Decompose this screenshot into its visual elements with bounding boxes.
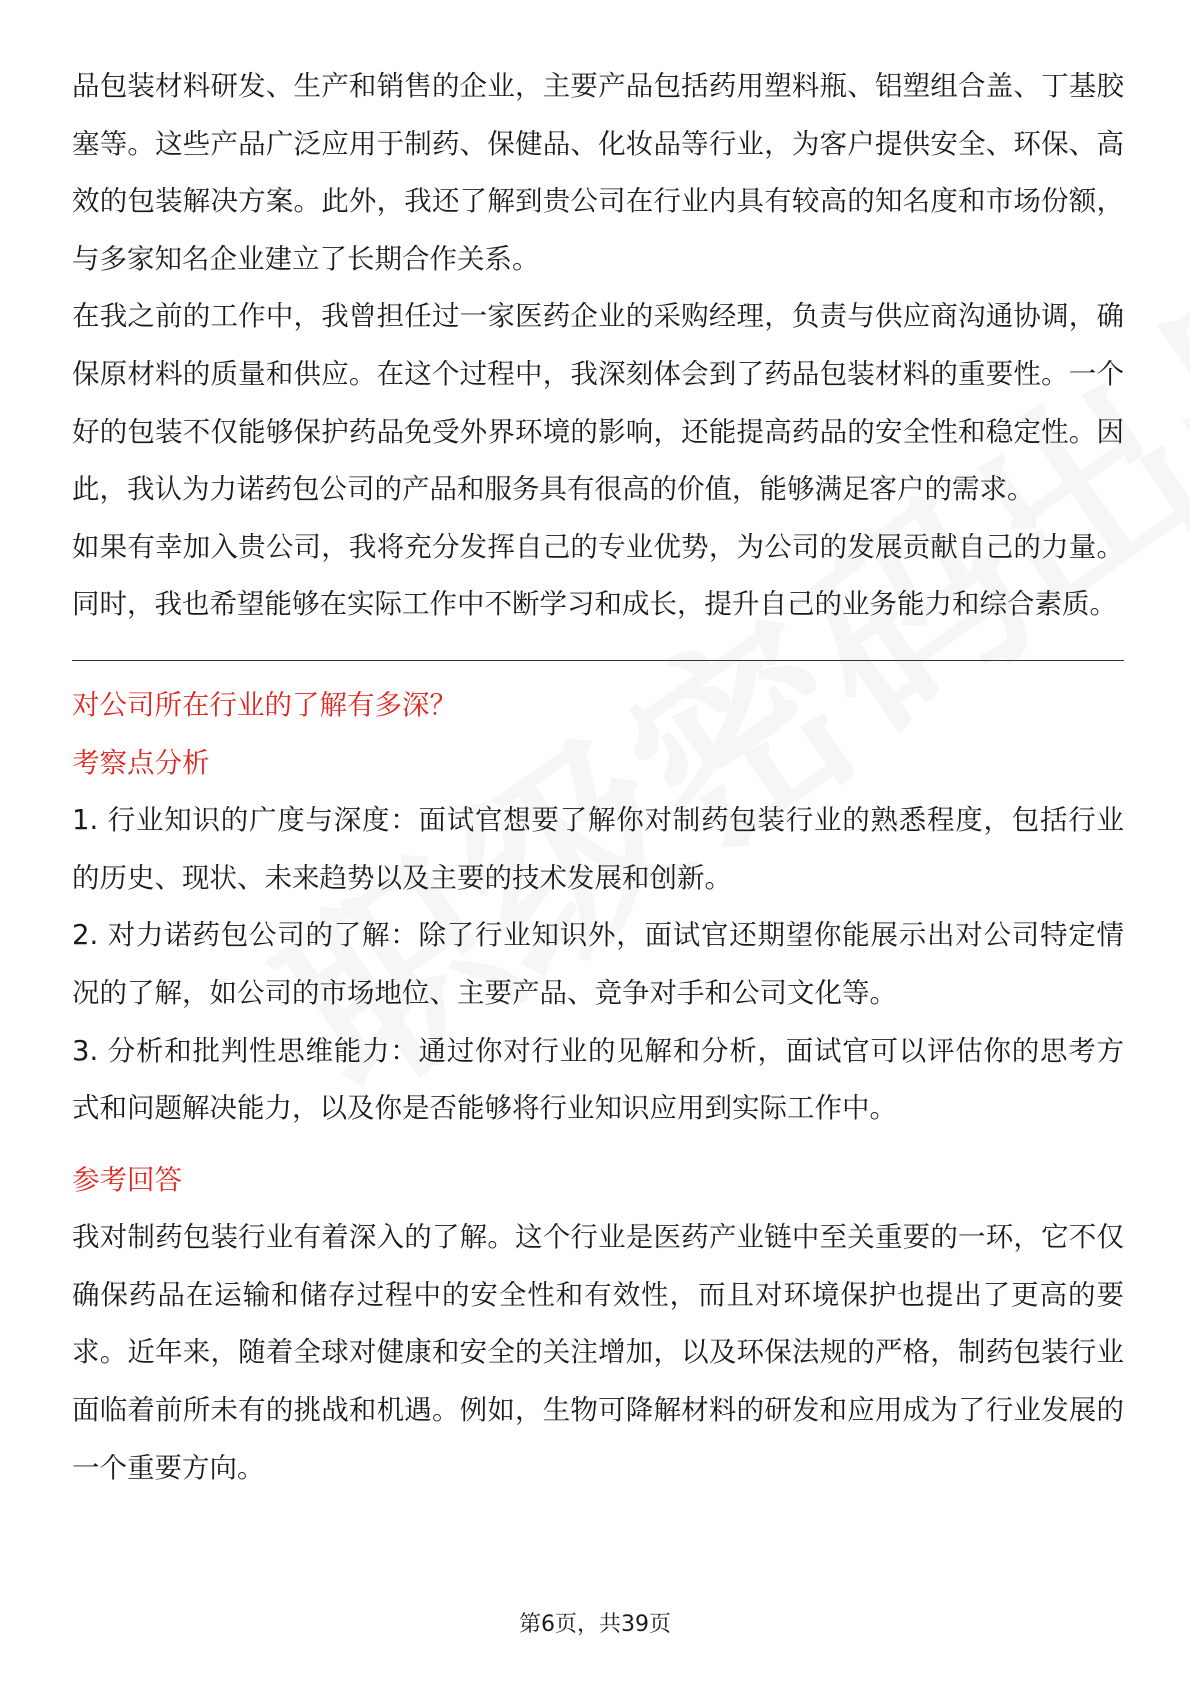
document-page <box>72 58 1124 1497</box>
page-number: 第6页，共39页 <box>519 1612 671 1637</box>
answer-text: 我对制药包装行业有着深入的了解。这个行业是医药产业链中至关重要的一环，它不仅确保药品在运输和储存过程中的安全性和有效性，而且对环境保护也提出了更高的要求。近年来，随着全球对健康和安全的关注增加，以及环保法规的严格，制药包装行业面临着前所未有的挑战和机遇。例如，生物可降解材料的研发和应用成为了行业发展的一个重要方向。 <box>72 1221 1124 1484</box>
intro-paragraph-2: 在我之前的工作中，我曾担任过一家医药企业的采购经理，负责与供应商沟通协调，确保原材料的质量和供应。在这个过程中，我深刻体会到了药品包装材料的重要性。一个好的包装不仅能够保护药品免受外界环境的影响，还能提高药品的安全性和稳定性。因此，我认为力诺药包公司的产品和服务具有很高的价值，能够满足客户的需求。 <box>72 300 1124 506</box>
question-title: 对公司所在行业的了解有多深？ <box>72 688 457 721</box>
intro-paragraph-3: 如果有幸加入贵公司，我将充分发挥自己的专业优势，为公司的发展贡献自己的力量。同时，我也希望能够在实际工作中不断学习和成长，提升自己的业务能力和综合素质。 <box>72 530 1124 621</box>
section-divider <box>72 660 1124 661</box>
analysis-point-1: 1. 行业知识的广度与深度：面试官想要了解你对制药包装行业的熟悉程度，包括行业的历史、现状、未来趋势以及主要的技术发展和创新。 <box>72 804 1124 894</box>
intro-paragraph-1: 品包装材料研发、生产和销售的企业，主要产品包括药用塑料瓶、铝塑组合盖、丁基胶塞等。这些产品广泛应用于制药、保健品、化妆品等行业，为客户提供安全、环保、高效的包装解决方案。此外，我还了解到贵公司在行业内具有较高的知名度和市场份额，与多家知名企业建立了长期合作关系。 <box>72 70 1124 275</box>
answer-heading: 参考回答 <box>72 1163 182 1196</box>
analysis-point-3: 3. 分析和批判性思维能力：通过你对行业的见解和分析，面试官可以评估你的思考方式和问题解决能力，以及你是否能够将行业知识应用到实际工作中。 <box>72 1034 1124 1125</box>
analysis-point-2: 2. 对力诺药包公司的了解：除了行业知识外，面试官还期望你能展示出对公司特定情况的了解，如公司的市场地位、主要产品、竞争对手和公司文化等。 <box>72 919 1124 1009</box>
analysis-heading: 考察点分析 <box>72 746 210 779</box>
